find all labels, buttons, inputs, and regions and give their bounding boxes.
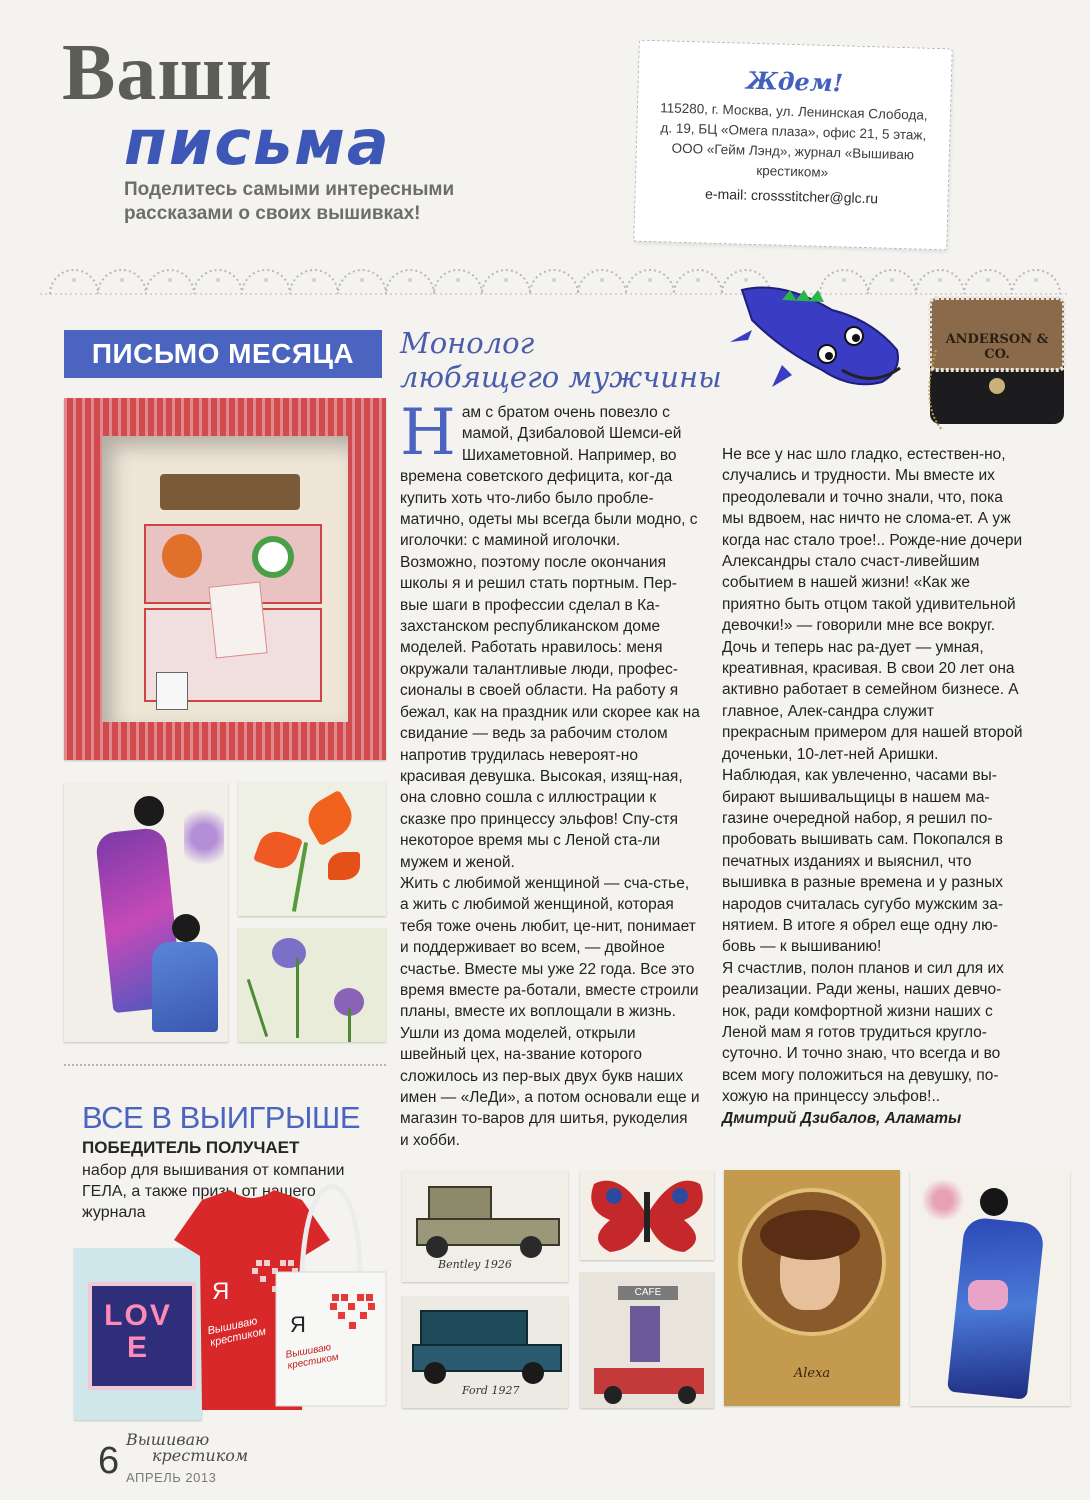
page-subtitle: Поделитесь самыми интересными рассказами о своих вышивках! bbox=[124, 179, 455, 224]
car-bentley-photo bbox=[402, 1170, 568, 1282]
handbag-photo bbox=[926, 290, 1068, 430]
article-column-2 bbox=[722, 444, 1024, 1129]
footer-brand-line2: крестиком bbox=[152, 1446, 249, 1465]
framed-embroidery-photo bbox=[64, 398, 386, 760]
mucha-portrait-photo bbox=[724, 1170, 900, 1406]
article-paragraph: Я счастлив, полон планов и сил для их реализации. Ради жены, наших девчо-нок, ради комфортной жизни наших с Леной мам я готов трудиться кругло-суточно. И точно знаю, что всегда и во всем могу положиться на девушку, по-хожую на принцессу эльфов!.. bbox=[722, 959, 1004, 1106]
prize-description: набор для вышивания от компании ГЕЛА, а также призы от нашего журнала bbox=[82, 1162, 345, 1221]
geisha-blue-photo bbox=[910, 1170, 1070, 1406]
geisha-embroidery-photo bbox=[64, 782, 228, 1042]
cafe-sign: CAFE bbox=[618, 1286, 678, 1300]
address-box bbox=[633, 40, 953, 251]
tshirt-text: Я bbox=[212, 1278, 230, 1305]
prize-title: ВСЕ В ВЫИГРЫШЕ bbox=[82, 1100, 361, 1135]
address-line: крестиком» bbox=[756, 162, 829, 180]
footer-date: АПРЕЛЬ 2013 bbox=[126, 1470, 217, 1485]
footer-brand-line1: Вышиваю bbox=[126, 1430, 210, 1449]
article-title-line2: любящего мужчины bbox=[400, 360, 722, 394]
cafe-lady-photo bbox=[580, 1272, 714, 1408]
butterfly-photo bbox=[580, 1170, 714, 1260]
car-caption: Ford 1927 bbox=[462, 1384, 520, 1397]
pillow-text: LOVE bbox=[104, 1299, 172, 1364]
address-line: 115280, г. Москва, ул. Ленинская Слобода, bbox=[660, 100, 928, 123]
drop-cap: Н bbox=[400, 396, 456, 470]
tote-text: Я bbox=[290, 1312, 306, 1337]
article-paragraph: Жить с любимой женщиной — сча-стье, а жить с любимой женщиной, которая тебя тоже очень любит, це-нит, понимает и поддерживает во всем, — двойное счастье. Вместе мы уже 22 года. Все это время вместе ра-ботали, вместе строили планы, вместе их воплощали в жизнь. Ушли из дома моделей, открыли швейный цех, на-звание которого сложилось из пер-вых двух букв наших имен — «ЛеДи», а потом основали еще и магазин то-варов для шитья, рукоделия и хобби. bbox=[400, 874, 700, 1149]
letter-of-month-label: ПИСЬМО МЕСЯЦА bbox=[64, 330, 382, 378]
scallop-divider bbox=[40, 258, 1070, 302]
tote-brand: Вышиваю крестиком bbox=[284, 1341, 340, 1372]
article-column-1 bbox=[400, 396, 700, 1151]
prize-subtitle: ПОБЕДИТЕЛЬ ПОЛУЧАЕТ bbox=[82, 1138, 300, 1157]
article-paragraph bbox=[400, 396, 700, 873]
section-divider bbox=[64, 1064, 386, 1066]
tote-bag-photo bbox=[272, 1182, 390, 1412]
article-paragraph: Наблюдая, как увлеченно, часами вы-бирают вышивальщицы в нашем ма-газине очередной набор, я решил по-пробовать вышивать сам. Покопался в печатных изданиях и выяснил, что вышивка в разные времена и у разных народов считалась сугубо мужским за-нятием. В итоге я обрел еще одну лю-бовь — к вышиванию! bbox=[722, 767, 1003, 956]
lilies-embroidery-photo bbox=[238, 782, 386, 916]
page-title-line1: Ваши bbox=[62, 29, 273, 117]
bag-label: ANDERSON & CO. bbox=[945, 332, 1049, 362]
irises-embroidery-photo bbox=[238, 928, 386, 1042]
footer-brand bbox=[126, 1432, 248, 1464]
article-signature: Дмитрий Дзибалов, Аламаты bbox=[722, 1109, 962, 1127]
article-title-line1: Монолог bbox=[400, 326, 535, 360]
address-lines bbox=[636, 98, 950, 187]
article-title bbox=[400, 326, 722, 394]
page-number: 6 bbox=[98, 1440, 120, 1482]
article-paragraph: Не все у нас шло гладко, естествен-но, случались и трудности. Мы вместе их преодолевали и точно знали, что, пока мы вдвоем, нас ничто не слома-ет. А уж когда нас стало трое!.. Рожде-ние дочери Александры стало счаст-ливейшим событием в нашей жизни! «Как же приятно быть отцом такой удивительной девочки!» — говорили мне все вокруг. Дочь и теперь нас ра-дует — умная, креативная, красивая. В свои 20 лет она активно работает в семейном бизнесе. А главное, Алек-сандра служит прекрасным примером для нашей второй доченьки, 10-лет-ней Аришки. bbox=[722, 446, 1023, 763]
address-line: ООО «Гейм Лэнд», журнал «Вышиваю bbox=[671, 140, 915, 163]
tshirt-brand: Вышиваю крестиком bbox=[206, 1315, 268, 1350]
portrait-caption: Alexa bbox=[793, 1366, 831, 1381]
crocodile-toy-photo bbox=[722, 270, 912, 400]
car-caption: Bentley 1926 bbox=[438, 1258, 512, 1271]
address-line: д. 19, БЦ «Омега плаза», офис 21, 5 этаж, bbox=[660, 120, 927, 143]
car-ford-photo bbox=[402, 1296, 568, 1408]
address-email: e-mail: crossstitcher@glc.ru bbox=[704, 185, 879, 207]
paragraph-text: ам с братом очень повезло с мамой, Дзибаловой Шемси-ей Шихаметовной. Например, во времена советского дефицита, ког-да купить хоть что-либо было пробле-матично, одеты мы всегда были модно, с иголочки: с маминой иголочки. Возможно, поэтому после окончания школы я и решил стать портным. Пер-вые шаги в профессии сделал в Ка-захстанском республиканском доме моделей. Работать нравилось: меня окружали талантливые люди, профес-сионалы в своей области. На работу я бежал, как на праздник или скорее как на свидание — ведь за рабочим столом напротив трудилась невероят-но красивая девушка. Высокая, изящ-ная, она словно сошла с иллюстрации к сказке про принцессу эльфов! Спу-стя некоторое время мы с Леной ста-ли мужем и женой. bbox=[400, 404, 700, 871]
page-title-line2: письма bbox=[124, 106, 391, 179]
address-title: Ждем! bbox=[745, 65, 844, 98]
